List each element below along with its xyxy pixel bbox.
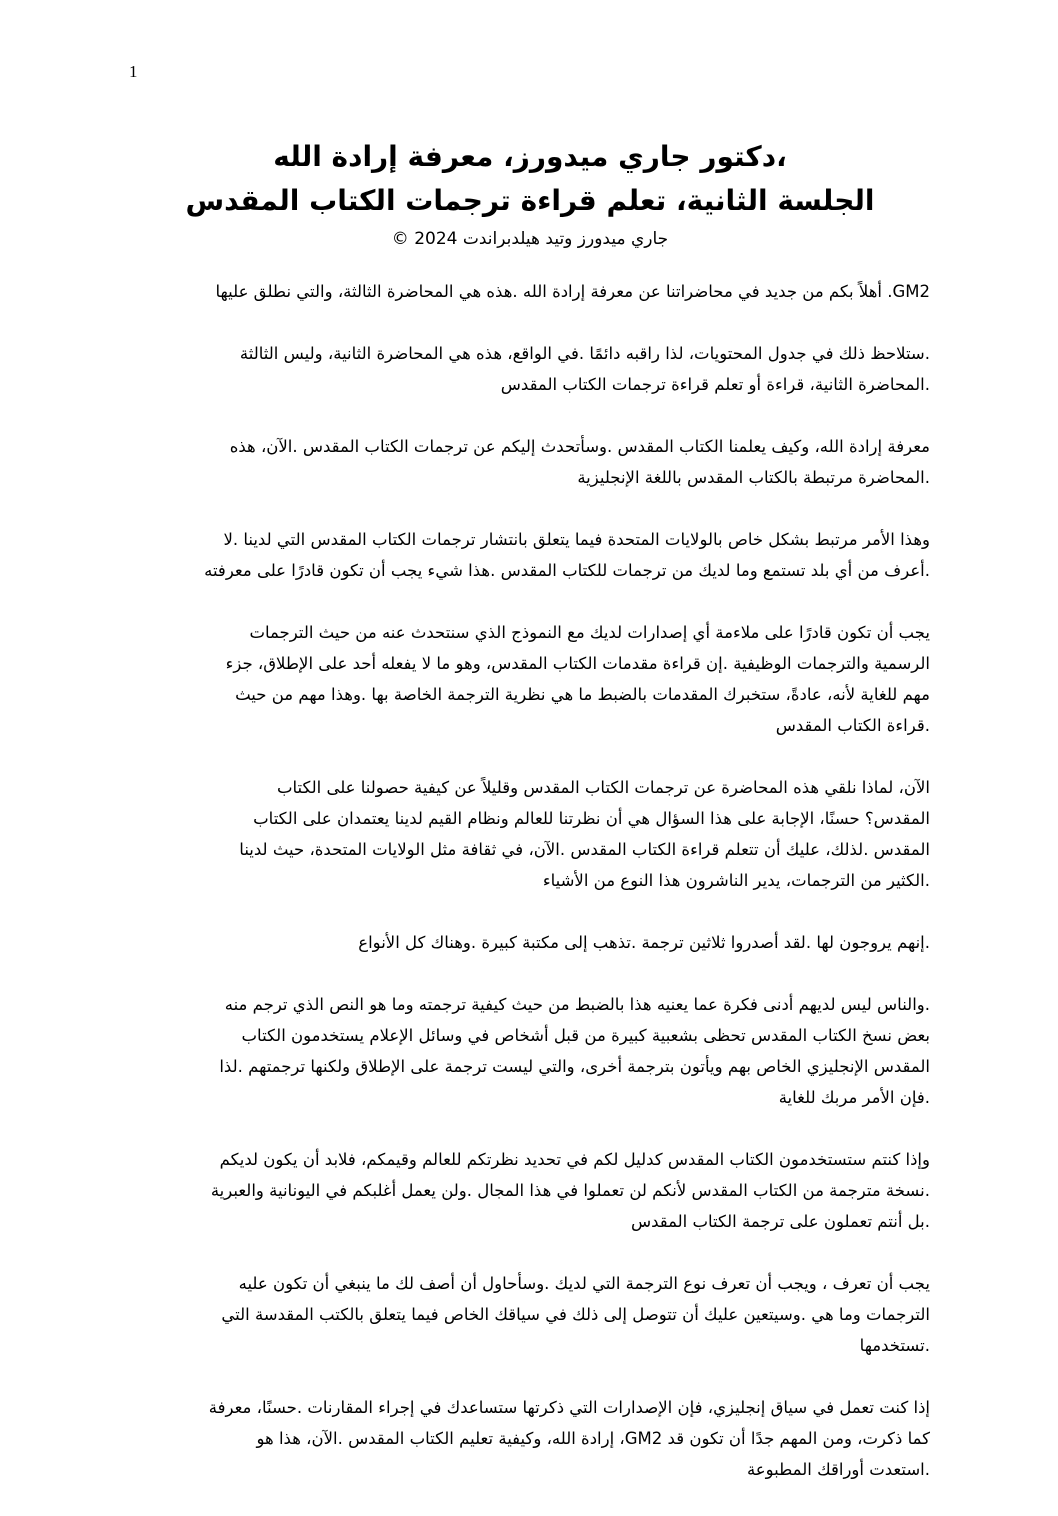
copyright-line: جاري ميدورز وتيد هيلدبراندت 2024 © <box>391 229 669 249</box>
paragraph-line: الرسمية والترجمات الوظيفية .إن قراءة مقدمات الكتاب المقدس، وهو ما لا يفعله أحد على الإطلاق، جزء <box>225 654 930 673</box>
paragraph-line: الترجمات وما هي .وسيتعين عليك أن تتوصل إلى ذلك في سياقك الخاص فيما يتعلق بالكتب المقدسة التي <box>221 1305 930 1324</box>
paragraph-line: كما ذكرت، ومن المهم جدًا أن تكون قد GM2، إرادة الله، وكيفية تعليم الكتاب المقدس .الآن، هذا هو <box>256 1429 930 1448</box>
paragraph-line: .أعرف من أي بلد تستمع وما لديك من ترجمات للكتاب المقدس .هذا شيء يجب أن تكون قادرًا على معرفته <box>204 561 930 580</box>
paragraph-line: الآن، لماذا نلقي هذه المحاضرة عن ترجمات الكتاب المقدس وقليلاً عن كيفية حصولنا على الكتاب <box>276 778 930 797</box>
paragraph <box>130 617 930 741</box>
paragraph <box>130 431 930 493</box>
paragraph-line: .بل أنتم تعملون على ترجمة الكتاب المقدس <box>630 1212 930 1231</box>
paragraph-line: بعض نسخ الكتاب المقدس تحظى بشعبية كبيرة من قبل أشخاص في وسائل الإعلام يستخدمون الكتاب <box>241 1026 930 1045</box>
paragraph-line: معرفة إرادة الله، وكيف يعلمنا الكتاب المقدس .وسأتحدث إليكم عن ترجمات الكتاب المقدس .الآن، هذه <box>229 437 930 456</box>
paragraph-line: المقدس .لذلك، عليك أن تتعلم قراءة الكتاب المقدس .الآن، في ثقافة مثل الولايات المتحدة، حيث لدينا <box>239 840 930 859</box>
paragraph-line: .قراءة الكتاب المقدس <box>775 716 930 735</box>
paragraph <box>130 772 930 896</box>
paragraph-line: وإذا كنتم ستستخدمون الكتاب المقدس كدليل لكم في تحديد نظرتكم للعالم وقيمكم، فلابد أن يكون لديكم <box>219 1150 930 1169</box>
paragraph-line: .إنهم يروجون لها .لقد أصدروا ثلاثين ترجمة .تذهب إلى مكتبة كبيرة .وهناك كل الأنواع <box>358 933 930 952</box>
document-header <box>160 135 900 253</box>
paragraph-line: مهم للغاية لأنه، عادةً، ستخبرك المقدمات بالضبط ما هي نظرية الترجمة الخاصة بها .وهذا مهم من حيث <box>235 685 930 704</box>
paragraph-line: .استعدت أوراقك المطبوعة <box>746 1460 930 1479</box>
paragraph <box>130 338 930 400</box>
paragraph-line: .المحاضرة مرتبطة بالكتاب المقدس باللغة الإنجليزية <box>577 468 930 487</box>
paragraph-line: يجب أن تكون قادرًا على ملاءمة أي إصدارات لديك مع النموذج الذي سنتحدث عنه من حيث الترجمات <box>249 623 930 642</box>
paragraph <box>130 276 930 307</box>
paragraph-line: المقدس؟ حسنًا، الإجابة على هذا السؤال هي أن نظرتنا للعالم ونظام القيم لدينا يعتمدان على الكتاب <box>253 809 930 828</box>
paragraph-line: .نسخة مترجمة من الكتاب المقدس لأنكم لن تعملوا في هذا المجال .ولن يعمل أغلبكم في اليونانية والعبرية <box>210 1181 930 1200</box>
paragraph <box>130 1268 930 1361</box>
document-subtitle: الجلسة الثانية، تعلم قراءة ترجمات الكتاب المقدس <box>185 184 875 217</box>
document-body <box>130 276 930 1516</box>
document-title: ،دكتور جاري ميدورز، معرفة إرادة الله <box>273 140 787 173</box>
paragraph <box>130 1144 930 1237</box>
paragraph-line: إذا كنت تعمل في سياق إنجليزي، فإن الإصدارات التي ذكرتها ستساعدك في إجراء المقارنات .حسنًا، معرفة <box>208 1398 930 1417</box>
paragraph-line: .فإن الأمر مربك للغاية <box>778 1088 930 1107</box>
paragraph-line: يجب أن تعرف ، ويجب أن تعرف نوع الترجمة التي لديك .وسأحاول أن أصف لك ما ينبغي أن تكون عليه <box>238 1274 930 1293</box>
paragraph-line: وهذا الأمر مرتبط بشكل خاص بالولايات المتحدة فيما يتعلق بانتشار ترجمات الكتاب المقدس التي لدينا .لا <box>223 530 930 549</box>
paragraph-line: .الكثير من الترجمات، يدير الناشرون هذا النوع من الأشياء <box>542 871 930 890</box>
paragraph <box>130 1392 930 1485</box>
paragraph <box>130 524 930 586</box>
page-number: 1 <box>129 62 138 81</box>
paragraph-line: .تستخدمها <box>859 1336 930 1355</box>
paragraph-line: .والناس ليس لديهم أدنى فكرة عما يعنيه هذا بالضبط من حيث كيفية ترجمته وما هو النص الذي ترجم منه <box>224 995 930 1014</box>
paragraph <box>130 989 930 1113</box>
paragraph-line: .ستلاحظ ذلك في جدول المحتويات، لذا راقبه دائمًا .في الواقع، هذه هي المحاضرة الثانية، وليس الثالثة <box>239 344 930 363</box>
paragraph <box>130 927 930 958</box>
paragraph-line: المقدس الإنجليزي الخاص بهم ويأتون بترجمة أخرى، والتي ليست ترجمة على الإطلاق ولكنها ترجمتهم .لذا <box>219 1057 930 1076</box>
paragraph-line: .المحاضرة الثانية، قراءة أو تعلم قراءة ترجمات الكتاب المقدس <box>500 375 930 394</box>
paragraph-line: GM2. أهلاً بكم من جديد في محاضراتنا عن معرفة إرادة الله .هذه هي المحاضرة الثالثة، والتي نطلق عليها <box>215 282 930 301</box>
